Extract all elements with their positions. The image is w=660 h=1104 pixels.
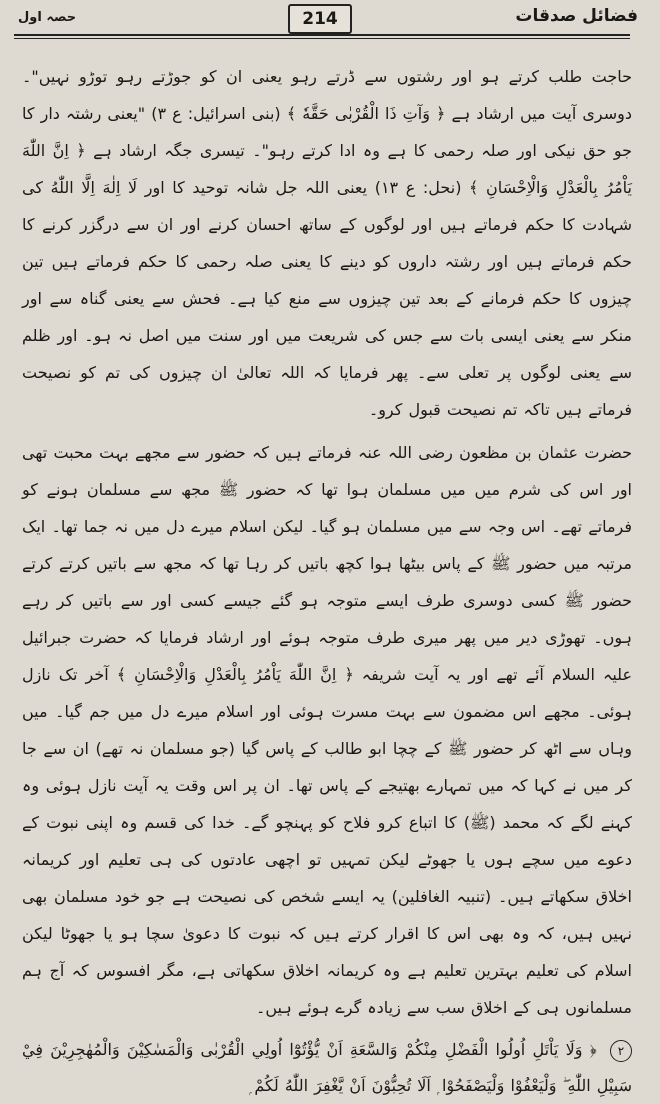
verse-number: ۲ xyxy=(610,1040,632,1062)
paragraph-1: حاجت طلب کرتے ہو اور رشتوں سے ڈرتے رہو یعنی ان کو جوڑتے رہو توڑو نہیں"۔ دوسری آیت میں ارشاد ہے ﴿ وَآتِ ذَا الْقُرْبٰى حَقَّهٗ ﴾ (بنی اسرائیل: ع ۳) "یعنی رشتہ دار کا جو حق نیکی اور صلہ رحمی کا ہے وہ ادا کرتے رہو"۔ تیسری جگہ ارشاد ہے ﴿ اِنَّ اللّٰهَ يَاْمُرُ بِالْعَدْلِ وَالْاِحْسَانِ ﴾ (نحل: ع ۱۳) یعنی اللہ جل شانہ توحید کا اور لَا اِلٰهَ اِلَّا اللّٰهُ کی شہادت کا حکم فرماتے ہیں اور لوگوں کے ساتھ احسان کرنے اور ان سے درگزر کرنے کا حکم فرماتے ہیں اور رشتہ داروں کو دینے کا یعنی صلہ رحمی کا حکم فرماتے ہیں تین چیزوں کا حکم فرمانے کے بعد تین چیزوں سے منع کیا ہے۔ فحش سے یعنی گناہ سے اور منکر سے یعنی ایسی بات سے جس کی شریعت میں اور سنت میں اصل نہ ہو۔ اور ظلم سے یعنی لوگوں پر تعلی سے۔ پھر فرمایا کہ اللہ تعالیٰ ان چیزوں کی تم کو نصیحت فرماتے ہیں تاکہ تم نصیحت قبول کرو۔ xyxy=(22,67,633,419)
header-rule-thin xyxy=(14,38,630,39)
quran-verse xyxy=(22,1032,632,1104)
verse-text: ﴿ وَلَا يَاْتَلِ اُولُوا الْفَضْلِ مِنْكُمْ وَالسَّعَةِ اَنْ يُّؤْتُوْٓا اُولِي الْقُرْبٰى وَالْمَسٰكِيْنَ وَالْمُهٰجِرِيْنَ فِيْ سَبِيْلِ اللّٰهِ ۖ وَلْيَعْفُوْا وَلْيَصْفَحُوْا ۭ اَلَا تُحِبُّوْنَ اَنْ يَّغْفِرَ اللّٰهُ لَكُمْ ۭ xyxy=(22,1040,632,1095)
paragraph-2: حضرت عثمان بن مظعون رضی اللہ عنہ فرماتے ہیں کہ حضور سے مجھے بہت محبت تھی اور اس کی شرم میں میں مسلمان ہوا تھا کہ حضور ﷺ مجھ سے مسلمان ہونے کو فرماتے تھے۔ اس وجہ سے میں مسلمان ہو گیا۔ لیکن اسلام میرے دل میں نہ جما تھا۔ ایک مرتبہ میں حضور ﷺ کے پاس بیٹھا ہوا کچھ باتیں کر رہا تھا کہ مجھ سے باتیں کرتے کرتے حضور ﷺ کسی دوسری طرف ایسے متوجہ ہو گئے جیسے کسی اور سے باتیں کر رہے ہوں۔ تھوڑی دیر میں پھر میری طرف متوجہ ہوئے اور ارشاد فرمایا کہ حضرت جبرائیل علیہ السلام آئے تھے اور یہ آیت شریفہ ﴿ اِنَّ اللّٰهَ يَاْمُرُ بِالْعَدْلِ وَالْاِحْسَانِ ﴾ آخر تک نازل ہوئی۔ مجھے اس مضمون سے بہت مسرت ہوئی اور اسلام میرے دل میں جم گیا۔ میں وہاں سے اٹھ کر حضور ﷺ کے چچا ابو طالب کے پاس گیا (جو مسلمان نہ تھے) ان سے جا کر میں نے کہا کہ میں تمہارے بھتیجے کے پاس تھا۔ ان پر اس وقت یہ آیت نازل ہوئی وہ کہنے لگے کہ محمد (ﷺ) کا اتباع کرو فلاح کو پہنچو گے۔ خدا کی قسم وہ اپنی نبوت کے دعوے میں سچے ہوں یا جھوٹے لیکن تمہیں تو اچھی عادتوں کی ہی تعلیم اور کریمانہ اخلاق سکھاتے ہیں۔ (تنبیہ الغافلین) یہ ایسے شخص کی نصیحت ہے جو خود مسلمان بھی نہیں ہیں، کہ وہ بھی اس کا اقرار کرتے ہیں کہ نبوت کا دعویٰ سچا ہو یا جھوٹا لیکن اسلام کی تعلیم بہترین تعلیم ہے وہ کریمانہ اخلاق سکھاتی ہے، مگر افسوس کہ آج ہم مسلمانوں ہی کے اخلاق سب سے زیادہ گرے ہوئے ہیں۔ xyxy=(22,443,632,1017)
header-rule xyxy=(14,34,630,36)
section-label: حصہ اول xyxy=(18,10,77,25)
page-number: 214 xyxy=(288,4,352,34)
book-title: فضائل صدقات xyxy=(515,6,638,26)
page-body xyxy=(22,58,633,1095)
page-header xyxy=(0,0,660,46)
